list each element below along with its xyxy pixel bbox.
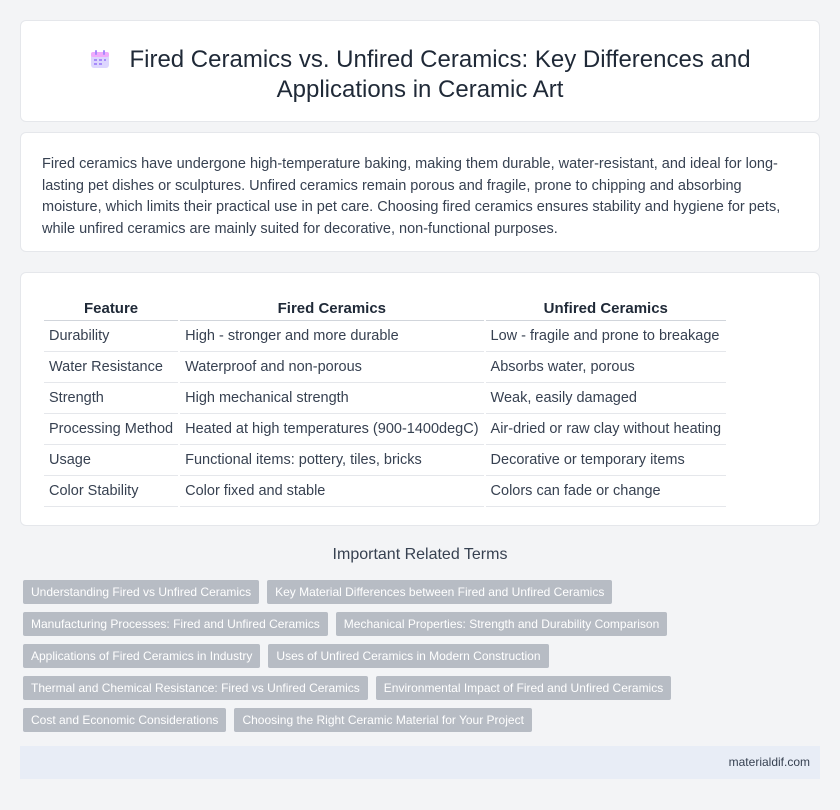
related-term-link[interactable]: Mechanical Properties: Strength and Durability Comparison [336, 612, 668, 636]
related-terms-heading: Important Related Terms [332, 546, 508, 563]
header-feature: Feature [44, 295, 178, 321]
intro-paragraph: Fired ceramics have undergone high-temperature baking, making them durable, water-resistant, and ideal for long-lasting pet dishes or sculptures. Unfired ceramics remain porous and fragile, prone to chipping and absorbing moisture, which limits their practical use in pet care. Choosing fired ceramics ensures stability and hygiene for pets, while unfired ceramics are mainly suited for decorative, non-functional purposes. [42, 156, 781, 237]
table-row [44, 352, 726, 383]
table-row [44, 414, 726, 445]
cell-feature: Color Stability [44, 476, 178, 507]
cell-unfired: Colors can fade or change [486, 476, 727, 507]
related-term-link[interactable]: Manufacturing Processes: Fired and Unfired Ceramics [23, 612, 328, 636]
comparison-table [42, 295, 728, 507]
table-header-row [44, 295, 726, 321]
related-term-link[interactable]: Key Material Differences between Fired and Unfired Ceramics [267, 580, 612, 604]
page-title-text: Fired Ceramics vs. Unfired Ceramics: Key Differences and Applications in Ceramic Art [129, 46, 751, 103]
related-term-link[interactable]: Uses of Unfired Ceramics in Modern Construction [268, 644, 548, 668]
related-term-link[interactable]: Choosing the Right Ceramic Material for Your Project [234, 708, 531, 732]
cell-fired: Color fixed and stable [180, 476, 483, 507]
cell-fired: High mechanical strength [180, 383, 483, 414]
cell-feature: Durability [44, 321, 178, 352]
cell-feature: Usage [44, 445, 178, 476]
related-term-link[interactable]: Understanding Fired vs Unfired Ceramics [23, 580, 259, 604]
footer-bar [20, 746, 820, 779]
table-row [44, 476, 726, 507]
cell-feature: Water Resistance [44, 352, 178, 383]
related-term-link[interactable]: Applications of Fired Ceramics in Industry [23, 644, 260, 668]
cell-fired: High - stronger and more durable [180, 321, 483, 352]
title-wrap [21, 45, 819, 105]
table-row [44, 445, 726, 476]
cell-fired: Waterproof and non-porous [180, 352, 483, 383]
related-terms-list [23, 580, 683, 740]
cell-fired: Heated at high temperatures (900-1400degC) [180, 414, 483, 445]
table-row [44, 321, 726, 352]
cell-unfired: Decorative or temporary items [486, 445, 727, 476]
header-fired: Fired Ceramics [180, 295, 483, 321]
cell-unfired: Weak, easily damaged [486, 383, 727, 414]
comparison-card [20, 272, 820, 526]
cell-unfired: Absorbs water, porous [486, 352, 727, 383]
related-term-link[interactable]: Thermal and Chemical Resistance: Fired vs Unfired Ceramics [23, 676, 368, 700]
cell-feature: Processing Method [44, 414, 178, 445]
cell-unfired: Air-dried or raw clay without heating [486, 414, 727, 445]
header-unfired: Unfired Ceramics [486, 295, 727, 321]
footer-site-link[interactable]: materialdif.com [728, 755, 810, 769]
page-title [81, 45, 759, 105]
header-card [20, 20, 820, 122]
related-term-link[interactable]: Cost and Economic Considerations [23, 708, 226, 732]
cell-feature: Strength [44, 383, 178, 414]
table-row [44, 383, 726, 414]
cell-unfired: Low - fragile and prone to breakage [486, 321, 727, 352]
calendar-icon [89, 48, 111, 70]
related-term-link[interactable]: Environmental Impact of Fired and Unfired Ceramics [376, 676, 671, 700]
cell-fired: Functional items: pottery, tiles, bricks [180, 445, 483, 476]
intro-card [20, 132, 820, 252]
